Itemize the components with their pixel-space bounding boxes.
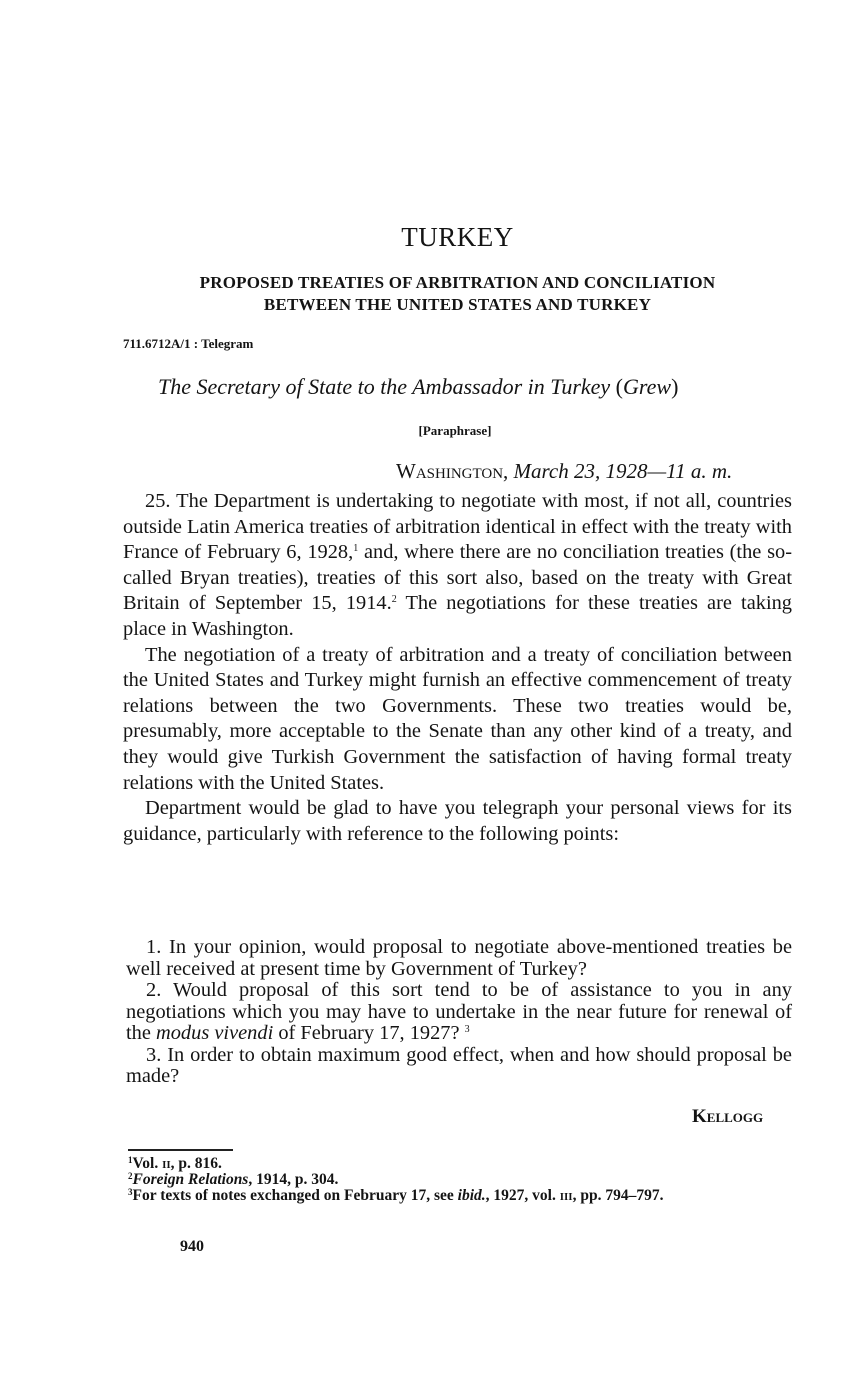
country-heading: TURKEY <box>401 222 514 252</box>
heading-paren-close: ) <box>671 374 679 399</box>
footnotes <box>128 1156 792 1204</box>
paragraph-1-part-b: and, where there are no conciliation treaties (the so-called Bryan treaties), treaties of this sort also, based on the treaty with Great Britain of September 15, 1914. <box>123 541 792 615</box>
dateline-date: March 23, 1928—11 a. m. <box>513 459 733 483</box>
footnote-3-text-c: , pp. 794–797. <box>572 1187 664 1204</box>
footnote-3-volume: iii <box>559 1187 573 1204</box>
footnote-ref-3: 3 <box>464 1024 470 1035</box>
document-heading <box>158 374 678 400</box>
dateline <box>396 459 732 484</box>
footnote-2 <box>128 1172 792 1188</box>
footnote-1 <box>128 1156 792 1172</box>
footnote-1-number: 1 <box>128 1155 133 1165</box>
point-2-part-a: 2. Would proposal of this sort tend to be of assistance to you in any negotiations which you may have to undertake in the near future for renewal of the <box>126 979 792 1044</box>
point-3: 3. In order to obtain maximum good effect, when and how should proposal be made? <box>126 1043 792 1087</box>
section-subtitle <box>0 272 865 316</box>
paragraph-1-part-c: The negotiations for these treaties are taking place in Washington. <box>123 592 793 640</box>
footnote-3-text-a: For texts of notes exchanged on February 17, see <box>132 1187 458 1204</box>
paragraph-2: The negotiation of a treaty of arbitration and a treaty of conciliation between the United States and Turkey might furnish an effective commencement of treaty relations between the two Governments. These two treaties would be, presumably, more acceptable to the Senate than any other kind of a treaty, and they would give Turkish Government the satisfaction of having formal treaty relations with the United States. <box>123 643 792 794</box>
footnote-3-number: 3 <box>128 1187 133 1197</box>
footnote-ref-2: 2 <box>391 594 397 606</box>
paragraph-3: Department would be glad to have you telegraph your personal views for its guidance, particularly with reference to the following points: <box>123 797 792 845</box>
paraphrase-label: [Paraphrase] <box>418 423 492 438</box>
footnote-3-italic: ibid. <box>457 1187 486 1204</box>
subtitle-line-2: BETWEEN THE UNITED STATES AND TURKEY <box>263 295 652 314</box>
paragraph-1-part-a: 25. The Department is undertaking to negotiate with most, if not all, countries outside Latin America treaties of arbitration identical in effect with the treaty with France of February 6, 1928, <box>123 490 792 564</box>
footnote-3 <box>128 1188 792 1204</box>
point-2 <box>126 980 792 1045</box>
points-list <box>126 937 792 1088</box>
footnote-1-text-a: Vol. <box>132 1155 163 1172</box>
footnote-1-volume: ii <box>162 1155 171 1172</box>
footnote-2-italic: Foreign Relations <box>132 1171 249 1188</box>
heading-name: Grew <box>623 374 672 399</box>
heading-paren-open: ( <box>615 374 623 399</box>
telegram-body <box>123 489 792 847</box>
point-2-italic: modus vivendi <box>156 1022 274 1044</box>
paragraph-1 <box>123 489 792 643</box>
subtitle-line-1: PROPOSED TREATIES OF ARBITRATION AND CONCILIATION <box>199 273 716 292</box>
dateline-place: Washington, <box>396 459 509 483</box>
footnote-ref-1: 1 <box>353 543 359 555</box>
signature: Kellogg <box>692 1106 764 1127</box>
file-reference: 711.6712A/1 : Telegram <box>123 336 254 351</box>
footnote-3-text-b: , 1927, vol. <box>485 1187 560 1204</box>
footnote-2-number: 2 <box>128 1171 133 1181</box>
page-number: 940 <box>180 1238 204 1255</box>
footnote-2-text: , 1914, p. 304. <box>248 1171 339 1188</box>
point-2-part-b: of February 17, 1927? <box>273 1022 460 1044</box>
heading-main: The Secretary of State to the Ambassador in Turkey <box>158 374 616 399</box>
footnote-1-text-b: , p. 816. <box>170 1155 222 1172</box>
point-1: 1. In your opinion, would proposal to negotiate above-mentioned treaties be well received at present time by Government of Turkey? <box>126 936 792 980</box>
footnote-divider <box>128 1149 233 1151</box>
